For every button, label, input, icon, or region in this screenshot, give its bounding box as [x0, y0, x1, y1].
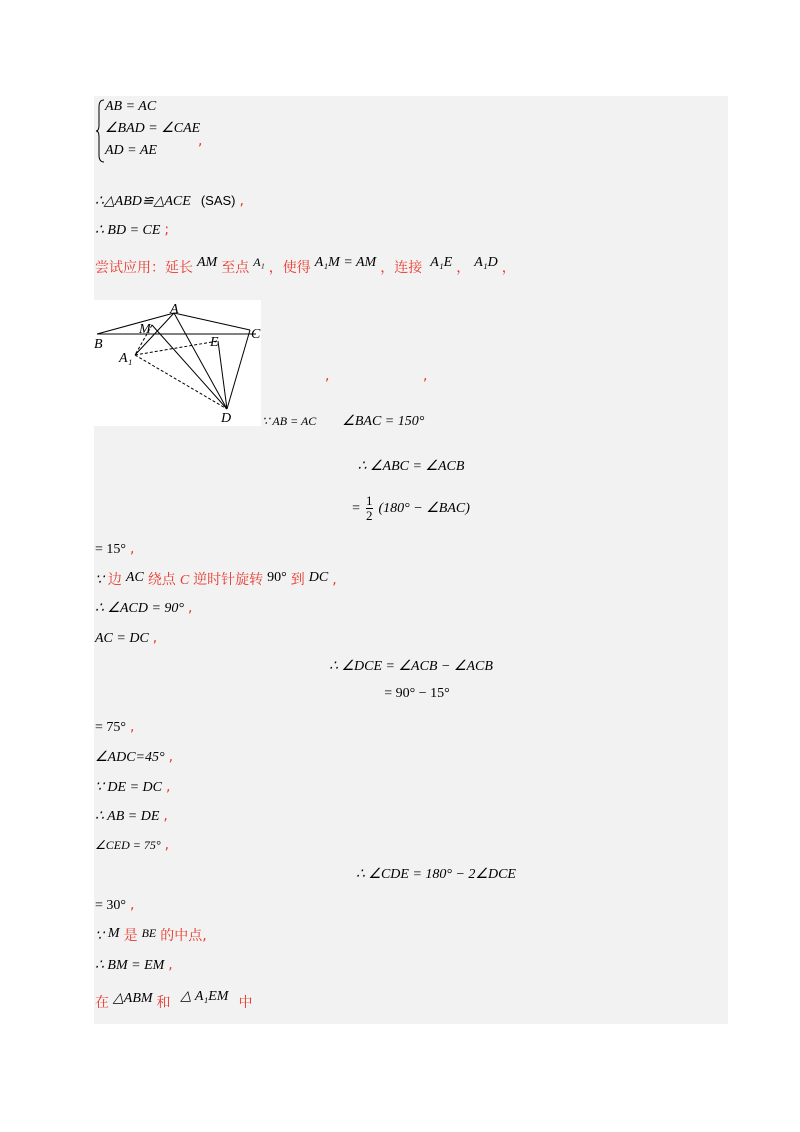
rot-ac: AC	[125, 570, 144, 585]
rot-side: 边	[107, 572, 122, 588]
half-expr: (180° − ∠BAC)	[378, 501, 470, 517]
try-a1d: A₁D	[474, 255, 498, 270]
try-make: ，使得	[268, 260, 311, 276]
try-a1e: A₁E	[430, 255, 453, 270]
res30-end: ,	[130, 897, 135, 913]
half-den: 2	[366, 508, 373, 523]
try-a1: A₁	[253, 255, 265, 269]
ced75-end: ,	[164, 837, 170, 853]
half-fraction	[366, 494, 373, 523]
in-triangles-line	[95, 989, 253, 1012]
try-application-line	[95, 257, 516, 277]
ac-dc-end: ,	[152, 630, 158, 646]
label-a1: A₁	[119, 351, 133, 366]
rot-ccw: 逆时针旋转	[193, 572, 264, 588]
label-c: C	[251, 327, 261, 342]
rotation-line	[95, 569, 337, 589]
half-eq: =	[352, 501, 361, 517]
ab-de-line	[95, 807, 168, 825]
system-line-1: AB = AC	[105, 99, 157, 114]
adc45: ∠ADC=45°	[95, 750, 165, 765]
bd-ce-line	[95, 221, 169, 239]
rot-90: 90°	[267, 570, 287, 585]
label-m: M	[139, 322, 151, 337]
content-panel	[94, 96, 728, 1024]
bd-ce-end: ;	[164, 222, 170, 238]
in-and: 和	[156, 995, 171, 1011]
congruence-line	[95, 192, 244, 210]
try-connect: ，连接	[380, 260, 423, 276]
midpoint-line	[95, 925, 207, 945]
dce-value: = 90° − 15°	[384, 686, 450, 701]
adc45-line	[95, 748, 173, 766]
try-sep: ，	[456, 260, 471, 276]
stray-comma-1: ,	[325, 368, 330, 384]
try-eq: A₁M = AM	[314, 255, 377, 270]
geometry-figure	[94, 300, 261, 426]
ac-dc-line	[95, 629, 157, 647]
abc-acb-line: ∴ ∠ABC = ∠ACB	[357, 459, 465, 474]
mid-be: BE	[141, 926, 157, 940]
label-e: E	[210, 335, 219, 350]
acd90-line	[95, 599, 192, 617]
res15: = 15°	[95, 542, 126, 557]
rot-dc: DC	[308, 570, 329, 585]
system-line-3: AD = AE	[105, 143, 157, 158]
ced75: ∠CED = 75°	[95, 838, 161, 852]
bm-em: ∴ BM = EM	[95, 958, 165, 973]
mid-is: 是	[123, 928, 138, 944]
mid-m: M	[107, 926, 120, 941]
mid-text: 的中点,	[160, 928, 207, 944]
rot-around: 绕点	[147, 572, 176, 588]
system-comma: ,	[198, 133, 203, 149]
bm-em-end: ,	[168, 957, 173, 973]
in-label: 在	[95, 995, 109, 1011]
geometry-diagram	[94, 300, 261, 426]
acd90: ∴ ∠ACD = 90°	[95, 601, 185, 616]
half-num: 1	[366, 493, 373, 508]
in-a1em: △ A₁EM	[180, 989, 229, 1004]
de-dc-end: ,	[165, 779, 171, 795]
given-line	[262, 412, 424, 430]
stray-comma-2: ,	[423, 368, 428, 384]
try-label: 尝试应用：延长	[95, 260, 193, 276]
in-abm: △ABM	[113, 991, 153, 1006]
try-to: 至点	[221, 260, 250, 276]
res30: = 30°	[95, 898, 126, 913]
bm-em-line	[95, 956, 173, 974]
ced75-line	[95, 836, 169, 854]
label-d: D	[221, 411, 232, 426]
res75: = 75°	[95, 720, 126, 735]
ac-dc: AC = DC	[95, 631, 149, 646]
cde-line: ∴ ∠CDE = 180° − 2∠DCE	[355, 867, 516, 882]
de-dc-line	[95, 778, 170, 796]
res75-line	[95, 718, 134, 736]
rot-c: C	[179, 573, 190, 588]
given-bac: ∠BAC = 150°	[342, 414, 425, 429]
congruence-math: ∴△ABD≌△ACE	[95, 194, 191, 209]
ab-de-end: ,	[163, 808, 168, 824]
bd-ce-math: ∴ BD = CE	[95, 223, 161, 238]
label-b: B	[94, 337, 103, 352]
dce-line: ∴ ∠DCE = ∠ACB − ∠ACB	[329, 659, 493, 674]
in-mid: 中	[238, 995, 253, 1011]
res15-end: ,	[130, 541, 135, 557]
label-a: A	[170, 302, 179, 317]
acd90-end: ,	[188, 600, 193, 616]
rot-end: ,	[332, 572, 337, 588]
res75-end: ,	[130, 719, 135, 735]
congruence-reason: (SAS)	[200, 193, 236, 208]
mid-because: ∵	[95, 929, 104, 944]
congruence-end: ,	[239, 193, 244, 209]
try-end: ，	[501, 260, 516, 276]
de-dc: ∵ DE = DC	[95, 780, 162, 795]
ab-de: ∴ AB = DE	[95, 809, 160, 824]
rot-because: ∵	[95, 573, 104, 588]
adc45-end: ,	[168, 749, 174, 765]
try-am: AM	[197, 255, 218, 270]
half-line	[94, 494, 728, 523]
system-line-2: ∠BAD = ∠CAE	[105, 121, 201, 136]
res30-line	[95, 896, 134, 914]
rot-to: 到	[290, 572, 305, 588]
given-ab-ac: ∵ AB = AC	[262, 414, 317, 428]
res15-line	[95, 540, 134, 558]
